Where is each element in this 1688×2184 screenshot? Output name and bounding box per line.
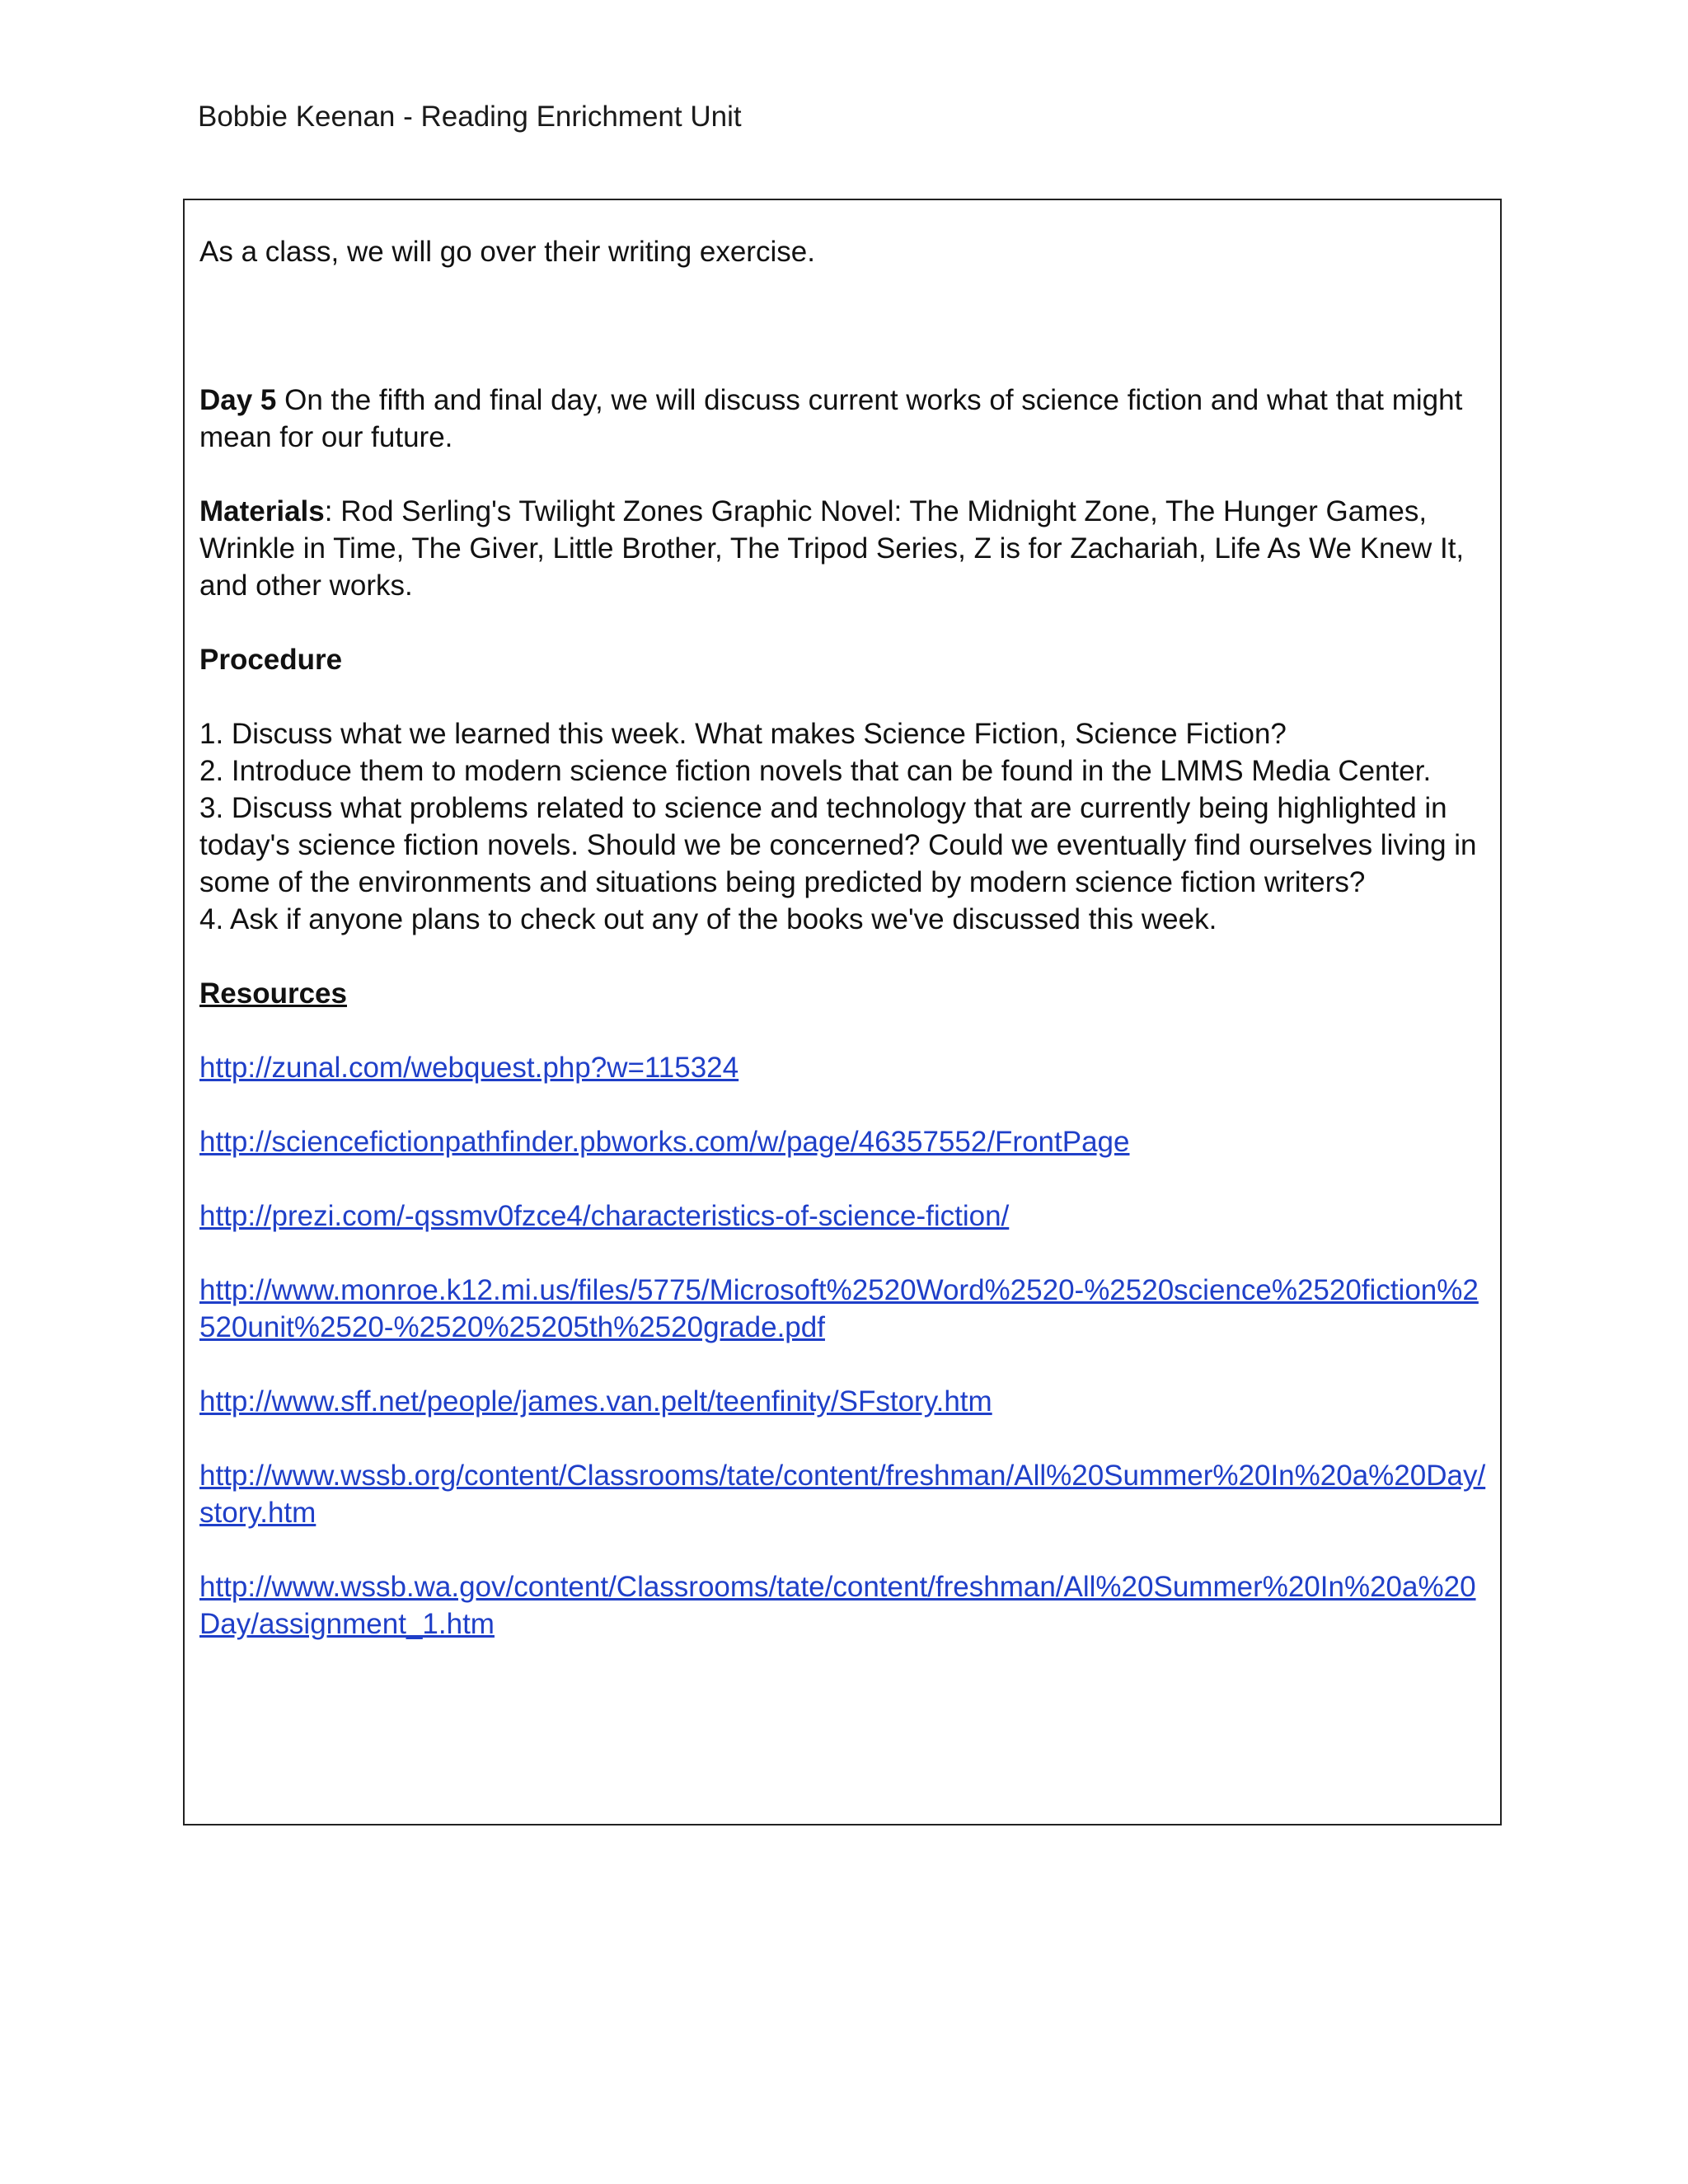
intro-text: As a class, we will go over their writing exercise.	[199, 236, 815, 268]
resources-heading: Resources	[199, 977, 347, 1010]
procedure-step-4: 4. Ask if anyone plans to check out any of the books we've discussed this week.	[199, 903, 1217, 935]
procedure-heading: Procedure	[199, 644, 343, 676]
day5-text: On the fifth and final day, we will discuss current works of science fiction and what that might mean for our future.	[199, 384, 1463, 453]
procedure-step-2: 2. Introduce them to modern science fiction novels that can be found in the LMMS Media Center.	[199, 755, 1432, 787]
lesson-box	[183, 199, 1502, 1825]
lesson-content	[199, 233, 1489, 1643]
procedure-step-3: 3. Discuss what problems related to science and technology that are currently being highlighted in today's science fiction novels. Should we be concerned? Could we eventually find ourselves living in some of the environments and situations being predicted by modern science fiction writers?	[199, 792, 1477, 898]
resource-link-5[interactable]: http://www.sff.net/people/james.van.pelt/teenfinity/SFstory.htm	[199, 1385, 992, 1418]
resource-link-3[interactable]: http://prezi.com/-qssmv0fzce4/characteristics-of-science-fiction/	[199, 1200, 1010, 1232]
page-header: Bobbie Keenan - Reading Enrichment Unit	[198, 101, 742, 133]
resource-link-1[interactable]: http://zunal.com/webquest.php?w=115324	[199, 1052, 739, 1084]
day5-label: Day 5	[199, 384, 277, 416]
procedure-step-1: 1. Discuss what we learned this week. What makes Science Fiction, Science Fiction?	[199, 718, 1287, 750]
materials-text: : Rod Serling's Twilight Zones Graphic Novel: The Midnight Zone, The Hunger Games, Wrinkle in Time, The Giver, Little Brother, The Tripod Series, Z is for Zachariah, Life As We Knew It, and other works.	[199, 495, 1465, 602]
materials-label: Materials	[199, 495, 325, 527]
day5-paragraph	[199, 382, 1489, 456]
resource-link-4[interactable]: http://www.monroe.k12.mi.us/files/5775/Microsoft%2520Word%2520-%2520science%2520fiction%2520unit%2520-%2520%25205th%2520grade.pdf	[199, 1274, 1479, 1343]
materials-paragraph	[199, 493, 1489, 604]
resource-link-6[interactable]: http://www.wssb.org/content/Classrooms/tate/content/freshman/All%20Summer%20In%20a%20Day/story.htm	[199, 1460, 1486, 1529]
resource-link-2[interactable]: http://sciencefictionpathfinder.pbworks.com/w/page/46357552/FrontPage	[199, 1126, 1130, 1158]
resource-link-7[interactable]: http://www.wssb.wa.gov/content/Classrooms/tate/content/freshman/All%20Summer%20In%20a%20Day/assignment_1.htm	[199, 1571, 1476, 1640]
